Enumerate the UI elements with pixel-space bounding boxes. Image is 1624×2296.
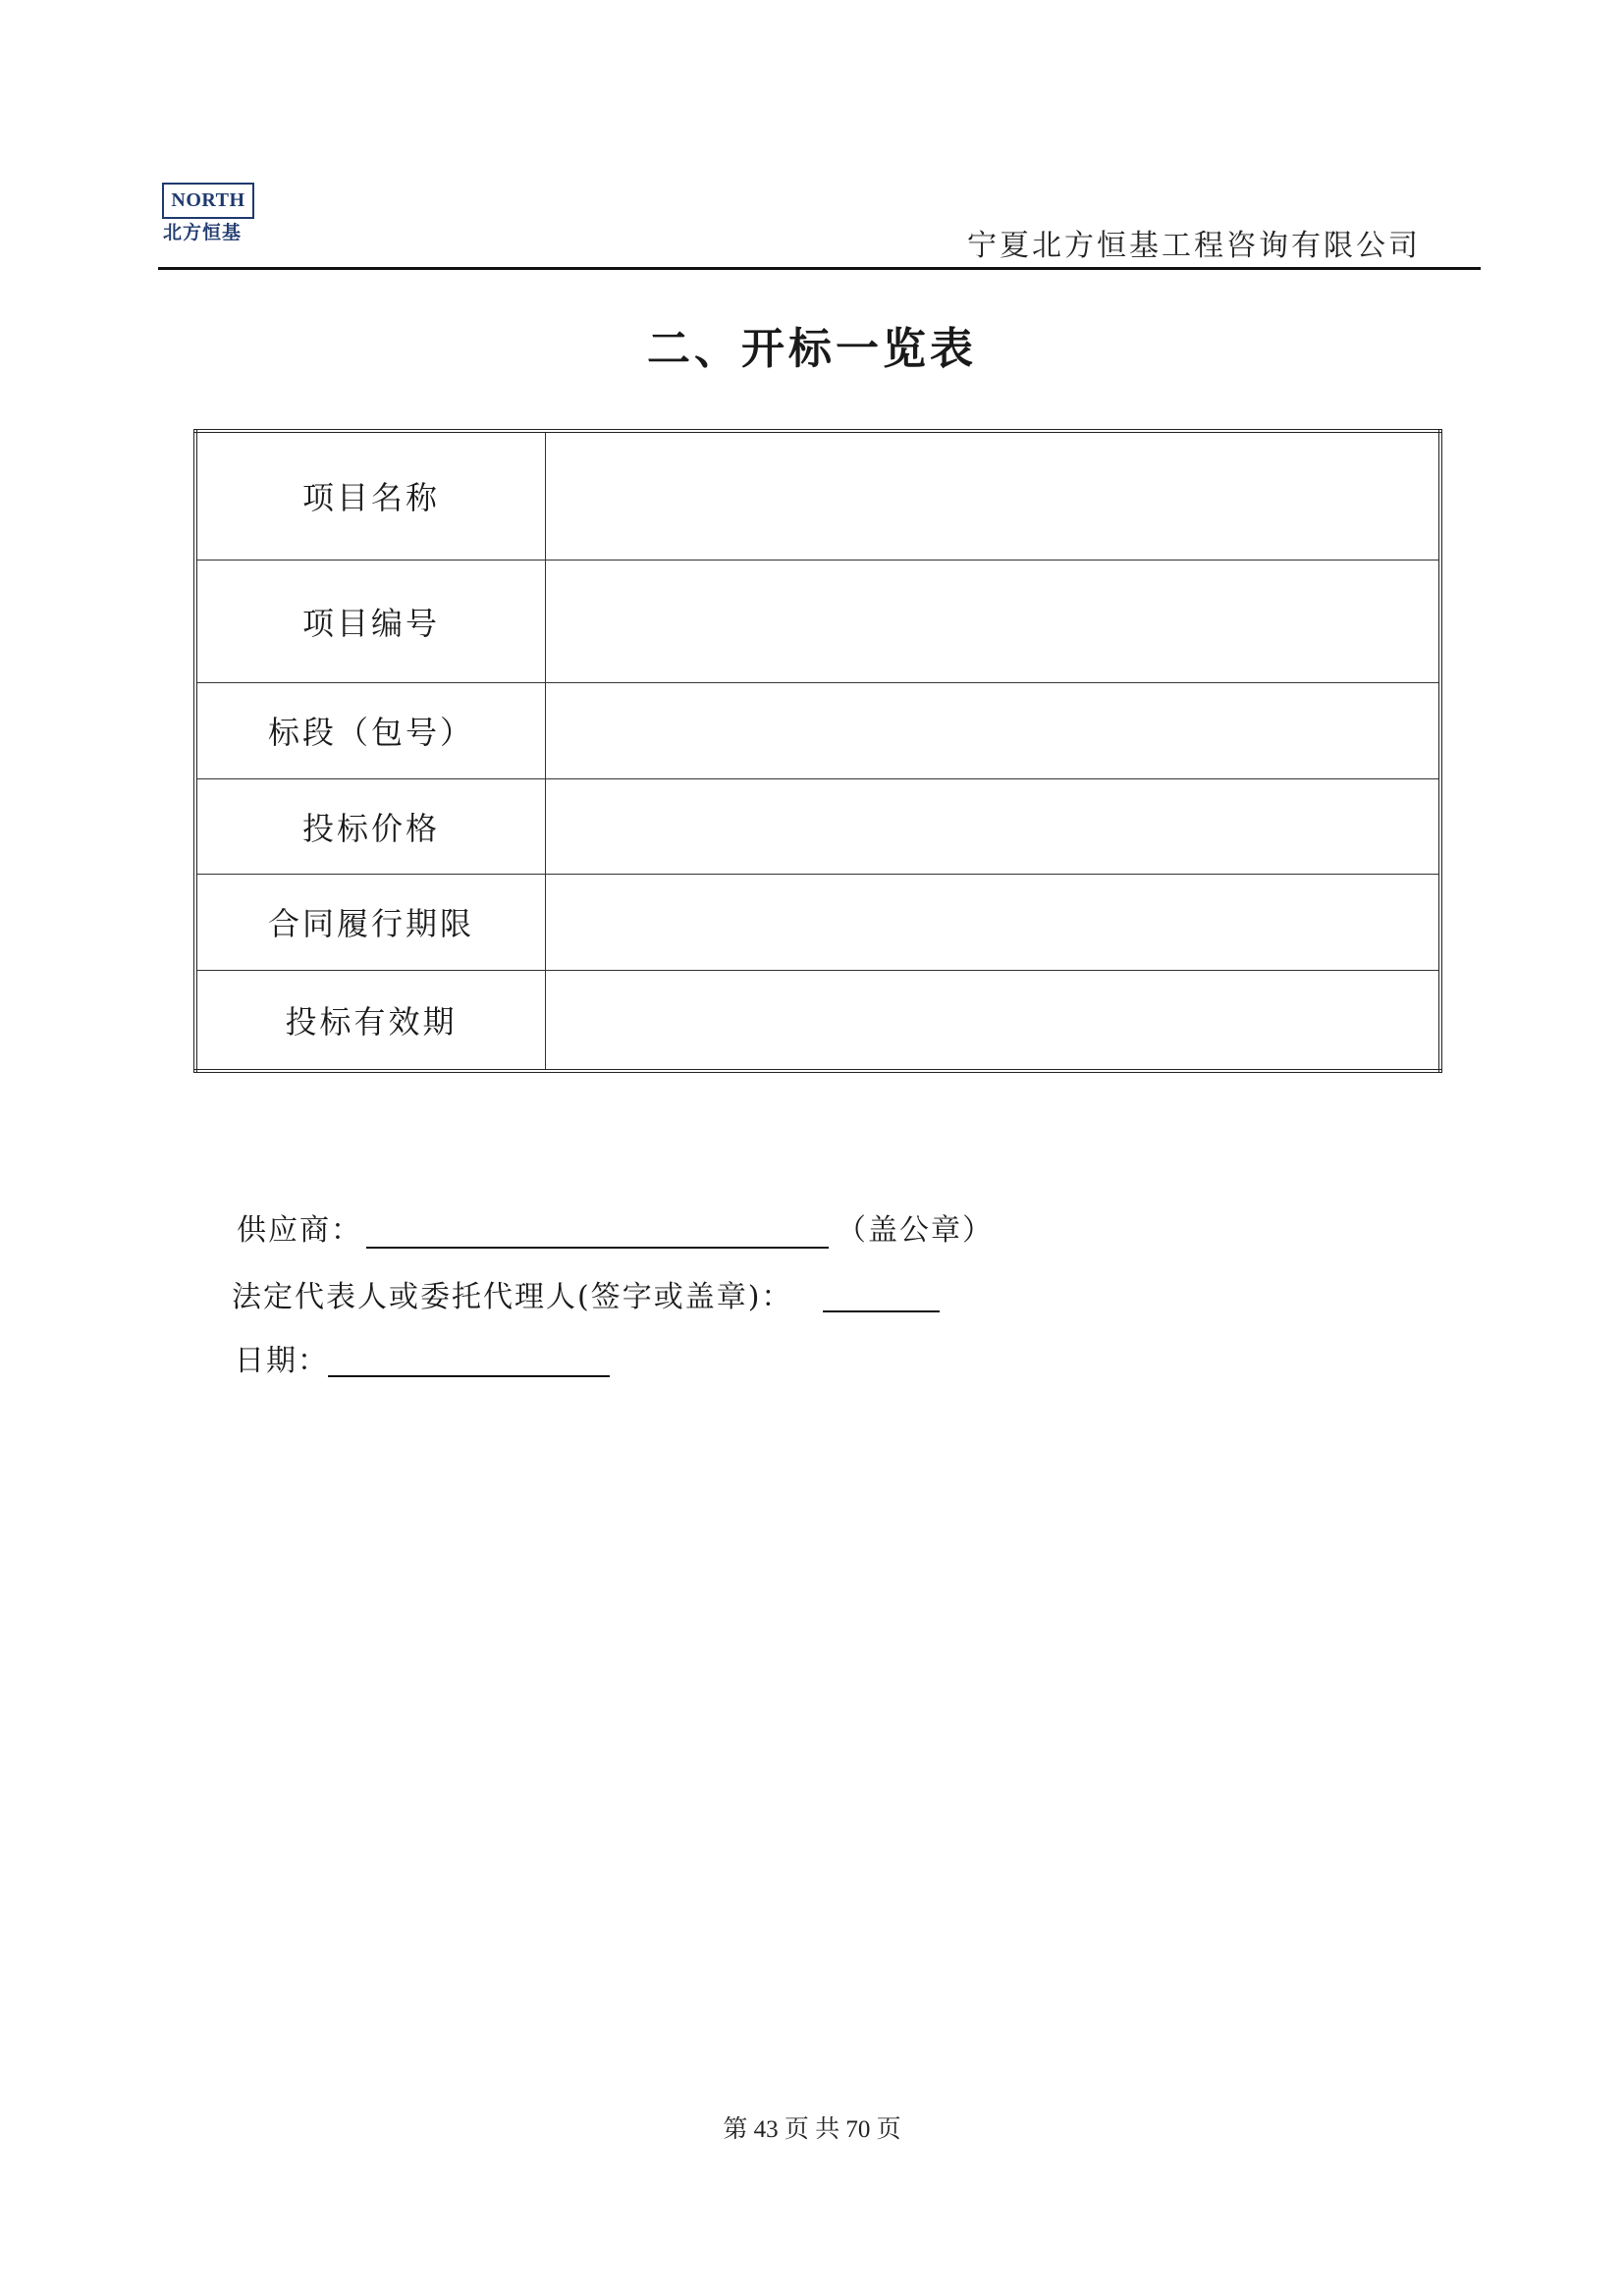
row-label: 标段（包号） xyxy=(195,682,546,778)
row-label: 投标价格 xyxy=(195,778,546,874)
logo-text: NORTH xyxy=(171,189,245,211)
supplier-label: 供应商： xyxy=(237,1213,362,1248)
row-label: 投标有效期 xyxy=(195,970,546,1071)
header-divider xyxy=(158,267,1481,270)
table-row xyxy=(195,970,1440,1071)
page-number: 第 43 页 共 70 页 xyxy=(723,2116,901,2143)
company-name: 宁夏北方恒基工程咨询有限公司 xyxy=(967,229,1421,263)
row-value-cell xyxy=(546,682,1441,778)
row-value-cell xyxy=(546,970,1441,1071)
date-line xyxy=(328,1375,610,1377)
row-value-cell xyxy=(546,874,1441,970)
supplier-signature-line xyxy=(366,1247,829,1249)
row-value-cell xyxy=(546,560,1441,682)
table-row xyxy=(195,560,1440,682)
table-row xyxy=(195,431,1440,560)
date-label: 日期： xyxy=(235,1344,329,1378)
supplier-seal-note: （盖公章） xyxy=(837,1213,994,1248)
row-value-cell xyxy=(546,431,1441,560)
company-logo xyxy=(162,183,254,219)
table-row xyxy=(195,778,1440,874)
representative-label: 法定代表人或委托代理人(签字或盖章)： xyxy=(232,1280,793,1314)
representative-signature-line xyxy=(823,1310,940,1312)
bid-opening-table xyxy=(193,429,1442,1073)
page-title: 二、开标一览表 xyxy=(647,324,977,374)
table-row xyxy=(195,874,1440,970)
row-label: 项目名称 xyxy=(195,431,546,560)
row-label: 合同履行期限 xyxy=(195,874,546,970)
row-value-cell xyxy=(546,778,1441,874)
logo-subtitle: 北方恒基 xyxy=(163,222,243,243)
table-row xyxy=(195,682,1440,778)
row-label: 项目编号 xyxy=(195,560,546,682)
